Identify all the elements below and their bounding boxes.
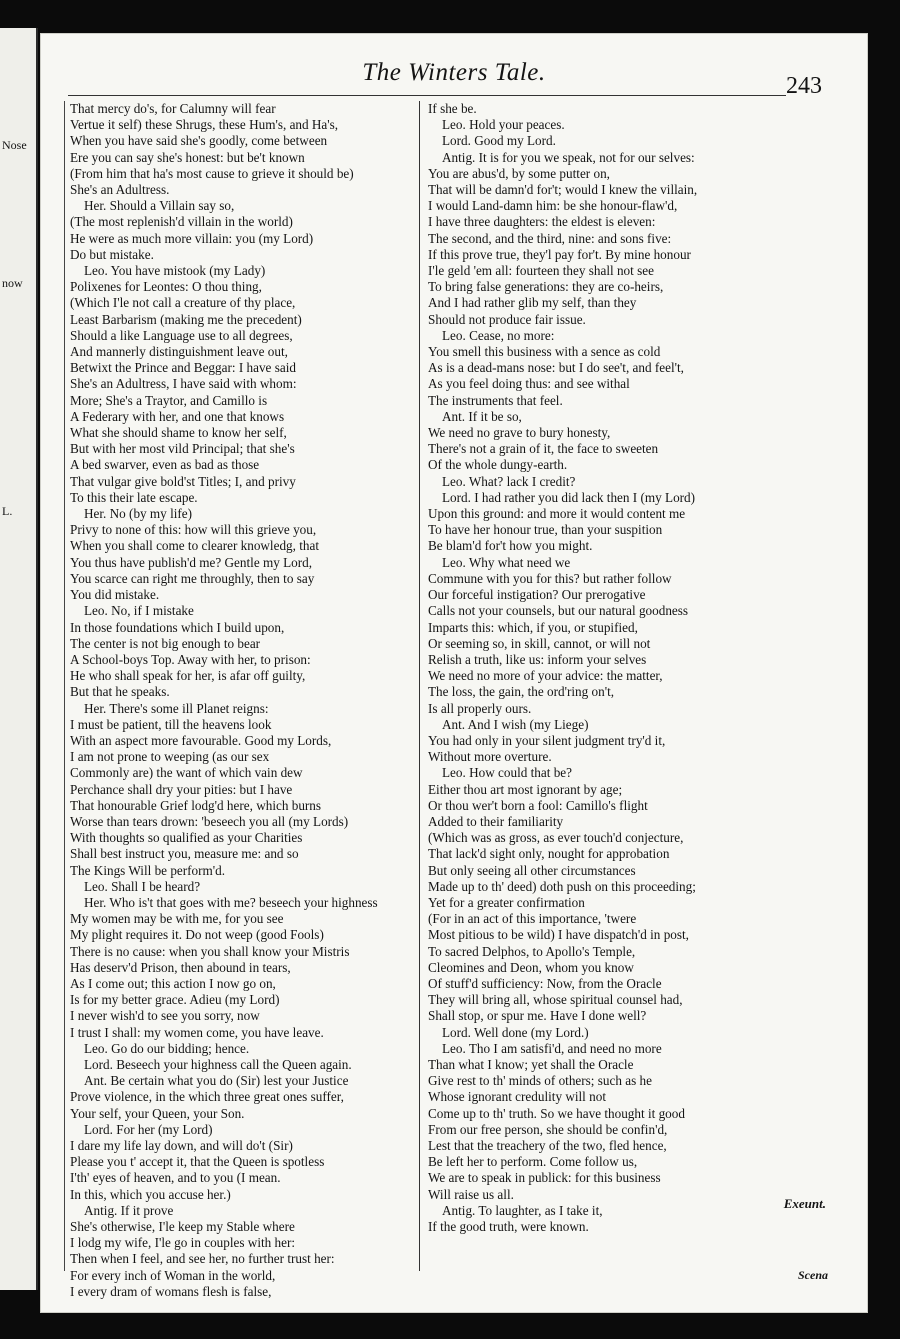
text-line: My plight requires it. Do not weep (good Fools) [70,927,324,943]
text-line: Leo. No, if I mistake [84,603,194,619]
text-line: (The most replenish'd villain in the world) [70,214,293,230]
text-line: When you shall come to clearer knowledg, that [70,538,320,554]
text-line: What she should shame to know her self, [70,425,287,441]
text-line: You are abus'd, by some putter on, [428,165,610,181]
column-divider [419,101,420,1271]
text-line: Is all properly ours. [428,700,532,716]
text-line: I dare my life lay down, and will do't (Sir) [70,1138,293,1153]
text-line: Please you t' accept it, that the Queen is spotless [70,1154,325,1170]
text-line: You scarce can right me throughly, then to say [70,570,315,586]
text-line: Our forceful instigation? Our prerogative [428,587,646,603]
text-line: Ant. And I wish (my Liege) [442,716,589,732]
text-line: I'le geld 'em all: fourteen they shall not see [428,263,654,279]
text-line: He were as much more villain: you (my Lord) [70,230,314,246]
text-line: Leo. You have mistook (my Lady) [84,263,266,279]
text-line: If this prove true, they'l pay for't. By mine honour [428,246,691,262]
text-line: We are to speak in publick: for this business [428,1170,661,1186]
text-line: Give rest to th' minds of others; such as he [428,1073,652,1089]
text-line: Made up to th' deed) doth push on this proceeding; [428,878,696,894]
text-line: Calls not your counsels, but our natural goodness [428,603,689,619]
text-line: The second, and the third, nine: and sons five: [428,230,672,246]
text-line: Either thou art most ignorant by age; [428,781,623,797]
text-line: I would Land-damn him: be she honour-flaw'd, [428,198,678,214]
text-line: Yet for a greater confirmation [428,894,585,910]
text-line: Upon this ground: and more it would content me [428,506,686,522]
text-line: That will be damn'd for't; would I knew the villain, [428,182,698,198]
right-text-column [428,101,788,1235]
text-line: Most pitious to be wild) I have dispatch'd in post, [428,927,689,943]
text-line: Of stuff'd sufficiency: Now, from the Oracle [428,975,662,991]
text-line: Come up to th' truth. So we have thought it good [428,1105,685,1121]
text-line: Added to their familiarity [428,813,564,829]
text-line: I every dram of womans flesh is false, [70,1283,272,1299]
text-line: A Federary with her, and one that knows [70,408,285,424]
text-line: Her. There's some ill Planet reigns: [84,700,269,716]
text-line: If the good truth, were known. [428,1219,589,1235]
text-line: We need no grave to bury honesty, [428,425,611,441]
text-line: Relish a truth, like us: inform your selves [428,651,647,667]
text-line: As you feel doing thus: and see withal [428,376,630,392]
running-title: The Winters Tale. [362,59,546,86]
text-line: Worse than tears drown: 'beseech you all (my Lords) [70,813,349,829]
previous-page-fragment: L. [2,504,13,518]
text-line: To bring false generations: they are co-heirs, [428,279,664,295]
text-line: Leo. Cease, no more: [442,327,555,343]
text-line: (For in an act of this importance, 'twere [428,911,637,927]
text-line: There is no cause: when you shall know your Mistris [70,943,350,959]
text-line: My women may be with me, for you see [70,911,284,927]
text-line: The Kings Will be perform'd. [70,862,226,878]
text-line: Will raise us all. [428,1186,514,1202]
page-number: 243 [786,73,822,99]
text-line: Be left her to perform. Come follow us, [428,1154,638,1170]
text-line: Ant. If it be so, [442,408,522,424]
text-line: Least Barbarism (making me the precedent) [70,311,302,327]
text-line: Antig. If it prove [84,1202,174,1218]
text-line: And I had rather glib my self, than they [428,295,637,311]
text-line: The instruments that feel. [428,392,563,408]
text-line: Your self, your Queen, your Son. [70,1105,245,1121]
catchword: Scena [798,1268,828,1282]
text-line: He who shall speak for her, is afar off guilty, [70,668,306,684]
text-line: You had only in your silent judgment try'd it, [428,732,666,748]
text-line: Or seeming so, in skill, cannot, or will not [428,635,651,651]
text-line: Than what I know; yet shall the Oracle [428,1056,634,1072]
text-line: And mannerly distinguishment leave out, [70,344,288,360]
text-line: Shall best instruct you, measure me: and so [70,846,299,862]
text-line: Leo. Tho I am satisfi'd, and need no more [442,1040,662,1056]
text-line: She's an Adultress, I have said with whom: [70,376,297,392]
book-page [40,33,868,1313]
text-line: Leo. What? lack I credit? [442,473,576,489]
text-line: Prove violence, in the which three great ones suffer, [70,1089,344,1105]
previous-page-edge [0,28,38,1290]
text-line: Shall stop, or spur me. Have I done well? [428,1008,647,1024]
text-line: A School-boys Top. Away with her, to prison: [70,651,311,667]
text-line: Leo. Hold your peaces. [442,117,565,133]
text-line: If she be. [428,101,477,116]
text-line: Without more overture. [428,749,552,765]
text-line: Lord. I had rather you did lack then I (my Lord) [442,489,696,505]
text-line: Antig. It is for you we speak, not for our selves: [442,149,695,165]
text-line: Her. Should a Villain say so, [84,198,235,214]
text-line: Privy to none of this: how will this grieve you, [70,522,317,538]
text-line: Leo. Go do our bidding; hence. [84,1040,250,1056]
text-line: Ere you can say she's honest: but be't known [70,149,305,165]
text-line: I never wish'd to see you sorry, now [70,1008,260,1024]
text-line: To this their late escape. [70,489,198,505]
text-line: Commonly are) the want of which vain dew [70,765,303,781]
text-line: Her. Who is't that goes with me? beseech your highness [84,894,378,910]
text-line: To sacred Delphos, to Apollo's Temple, [428,943,636,959]
text-line: In those foundations which I build upon, [70,619,285,635]
text-line: Lest that the treachery of the two, fled hence, [428,1138,667,1153]
text-line: Lord. Good my Lord. [442,133,556,149]
text-line: Or thou wer't born a fool: Camillo's flight [428,797,648,813]
text-line: But only seeing all other circumstances [428,862,636,878]
text-line: Leo. Shall I be heard? [84,878,201,894]
text-line: Perchance shall dry your pities: but I have [70,781,293,797]
text-line: You did mistake. [70,587,160,603]
previous-page-fragment: now [2,276,23,290]
text-line: I must be patient, till the heavens look [70,716,272,732]
text-line: I trust I shall: my women come, you have leave. [70,1024,324,1040]
text-line: As I come out; this action I now go on, [70,975,276,991]
text-line: As is a dead-mans nose: but I do see't, and feel't, [428,360,684,376]
text-line: Imparts this: which, if you, or stupified, [428,619,638,635]
text-line: (Which was as gross, as ever touch'd conjecture, [428,830,684,846]
text-line: Leo. Why what need we [442,554,571,570]
text-line: She's otherwise, I'le keep my Stable where [70,1219,295,1235]
text-line: Leo. How could that be? [442,765,573,781]
text-line: Her. No (by my life) [84,506,193,522]
text-line: They will bring all, whose spiritual counsel had, [428,992,683,1008]
margin-rule [64,101,65,1271]
text-line: You thus have publish'd me? Gentle my Lord, [70,554,313,570]
text-line: I am not prone to weeping (as our sex [70,749,270,765]
text-line: Commune with you for this? but rather follow [428,570,672,586]
text-line: Should not produce fair issue. [428,311,586,327]
text-line: Whose ignorant credulity will not [428,1089,606,1105]
text-line: (From him that ha's most cause to grieve it should be) [70,165,354,181]
text-line: The loss, the gain, the ord'ring on't, [428,684,615,700]
text-line: With thoughts so qualified as your Charities [70,830,303,846]
text-line: Is for my better grace. Adieu (my Lord) [70,992,280,1008]
text-line: That vulgar give bold'st Titles; I, and privy [70,473,296,489]
text-line: Ant. Be certain what you do (Sir) lest your Justice [84,1073,349,1089]
text-line: With an aspect more favourable. Good my Lords, [70,732,332,748]
text-line: That honourable Grief lodg'd here, which burns [70,797,322,813]
text-line: That mercy do's, for Calumny will fear [70,101,276,116]
text-line: The center is not big enough to bear [70,635,261,651]
text-line: Betwixt the Prince and Beggar: I have said [70,360,296,376]
text-line: I'th' eyes of heaven, and to you (I mean. [70,1170,281,1186]
text-line: You smell this business with a sence as cold [428,344,661,360]
left-text-column [70,101,415,1300]
text-line: Should a like Language use to all degrees, [70,327,293,343]
text-line: Be blam'd for't how you might. [428,538,593,554]
text-line: I have three daughters: the eldest is eleven: [428,214,656,230]
text-line: Lord. Well done (my Lord.) [442,1024,589,1040]
text-line: Lord. Beseech your highness call the Queen again. [84,1056,352,1072]
text-line: Polixenes for Leontes: O thou thing, [70,279,262,295]
text-line: I lodg my wife, I'le go in couples with her: [70,1235,296,1251]
text-line: From our free person, she should be confin'd, [428,1121,668,1137]
text-line: For every inch of Woman in the world, [70,1267,276,1283]
text-line: But with her most vild Principal; that she's [70,441,295,457]
text-line: When you have said she's goodly, come between [70,133,328,149]
text-line: Cleomines and Deon, whom you know [428,959,634,975]
text-line: But that he speaks. [70,684,170,700]
text-line: A bed swarver, even as bad as those [70,457,260,473]
text-line: In this, which you accuse her.) [70,1186,231,1202]
text-line: Do but mistake. [70,246,154,262]
text-line: Of the whole dungy-earth. [428,457,568,473]
text-line: Antig. To laughter, as I take it, [442,1202,603,1218]
text-line: Vertue it self) these Shrugs, these Hum's, and Ha's, [70,117,339,133]
header-rule [68,95,786,96]
text-line: She's an Adultress. [70,182,170,198]
previous-page-fragment: Nose [2,138,27,152]
text-line: Then when I feel, and see her, no further trust her: [70,1251,335,1267]
text-line: Has deserv'd Prison, then abound in tears, [70,959,291,975]
text-line: More; She's a Traytor, and Camillo is [70,392,268,408]
text-line: We need no more of your advice: the matter, [428,668,663,684]
text-line: (Which I'le not call a creature of thy place, [70,295,296,311]
stage-direction: Exeunt. [783,1196,826,1211]
text-line: Lord. For her (my Lord) [84,1121,213,1137]
text-line: To have her honour true, than your suspition [428,522,663,538]
text-line: There's not a grain of it, the face to sweeten [428,441,659,457]
text-line: That lack'd sight only, nought for approbation [428,846,670,862]
